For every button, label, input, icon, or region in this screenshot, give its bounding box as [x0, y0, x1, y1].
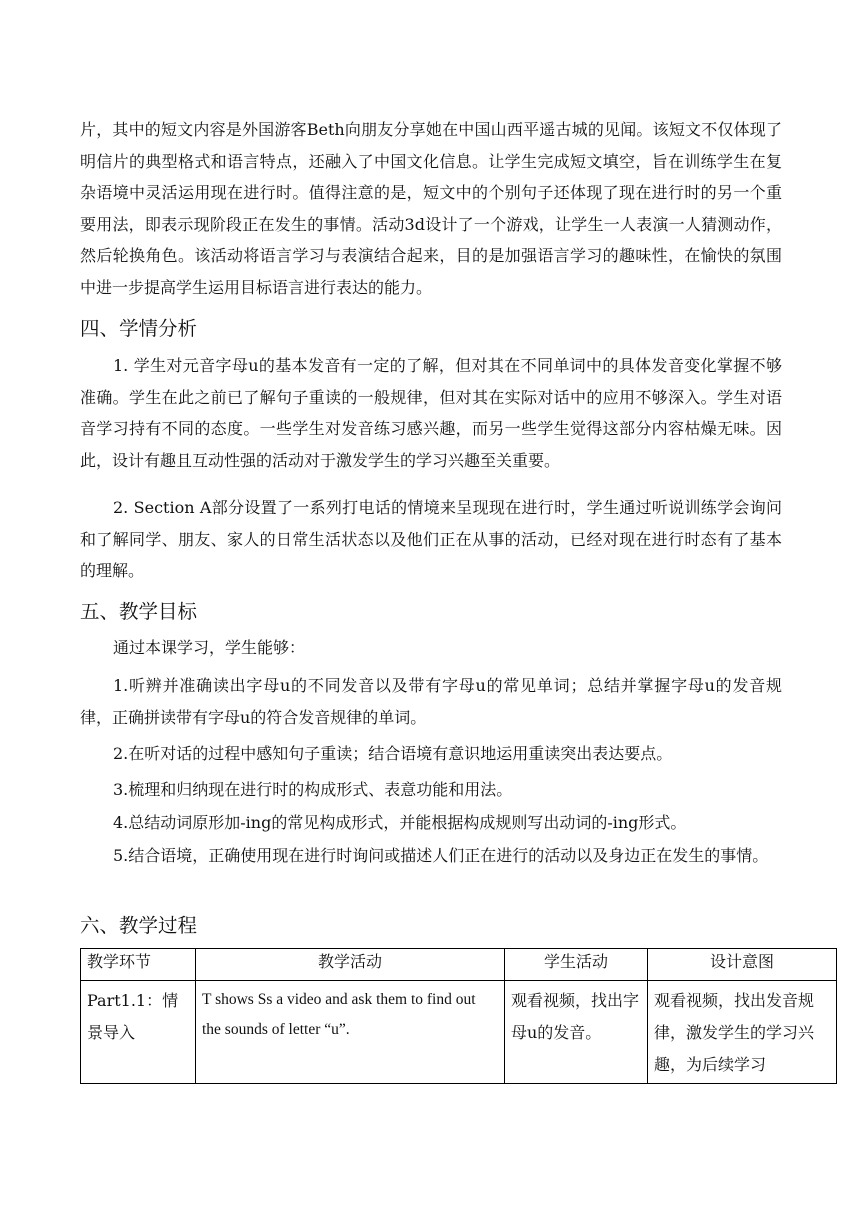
- cell-teacher-activity: T shows Ss a video and ask them to find out the sounds of letter “u”.: [196, 981, 505, 1084]
- goals-lead: 通过本课学习，学生能够：: [113, 638, 306, 657]
- goal-item-4: 4.总结动词原形加-ing的常见构成形式，并能根据构成规则写出动词的-ing形式。: [113, 813, 687, 832]
- learner-analysis-paragraph-2: 2. Section A部分设置了一系列打电话的情境来呈现现在进行时，学生通过听说训练学会询问和了解同学、朋友、家人的日常生活状态以及他们正在从事的活动，已经对现在进行时态有了基本的理解。: [80, 498, 782, 581]
- learner-analysis-paragraph-1: 1. 学生对元音字母u的基本发音有一定的了解，但对其在不同单词中的具体发音变化掌握不够准确。学生在此之前已了解句子重读的一般规律，但对其在实际对话中的应用不够深入。学生对语音学习持有不同的态度。一些学生对发音练习感兴趣，而另一些学生觉得这部分内容枯燥无味。因此，设计有趣且互动性强的活动对于激发学生的学习兴趣至关重要。: [80, 356, 782, 470]
- cell-student-activity: 观看视频，找出字母u的发音。: [505, 981, 648, 1084]
- column-header-student-activity: 学生活动: [505, 949, 648, 981]
- goal-item-5: 5.结合语境，正确使用现在进行时询问或描述人们正在进行的活动以及身边正在发生的事情。: [113, 846, 769, 865]
- section-heading-learner-analysis: 四、学情分析: [80, 317, 198, 340]
- cell-stage: Part1.1：情景导入: [81, 981, 196, 1084]
- column-header-design-intent: 设计意图: [648, 949, 837, 981]
- goal-item-1: 1.听辨并准确读出字母u的不同发音以及带有字母u的常见单词；总结并掌握字母u的发音规律，正确拼读带有字母u的符合发音规律的单词。: [80, 676, 782, 727]
- intro-paragraph: 片，其中的短文内容是外国游客Beth向朋友分享她在中国山西平遥古城的见闻。该短文不仅体现了明信片的典型格式和语言特点，还融入了中国文化信息。让学生完成短文填空，旨在训练学生在复杂语境中灵活运用现在进行时。值得注意的是，短文中的个别句子还体现了现在进行时的另一个重要用法，即表示现阶段正在发生的事情。活动3d设计了一个游戏，让学生一人表演一人猜测动作，然后轮换角色。该活动将语言学习与表演结合起来，目的是加强语言学习的趣味性，在愉快的氛围中进一步提高学生运用目标语言进行表达的能力。: [80, 120, 782, 297]
- goal-item-2: 2.在听对话的过程中感知句子重读；结合语境有意识地运用重读突出表达要点。: [113, 744, 673, 763]
- column-header-teacher-activity: 教学活动: [196, 949, 505, 981]
- section-heading-teaching-process: 六、教学过程: [80, 914, 198, 937]
- teaching-process-table: [80, 948, 837, 1084]
- goal-item-3: 3.梳理和归纳现在进行时的构成形式、表意功能和用法。: [113, 780, 513, 799]
- cell-design-intent: 观看视频，找出发音规律，激发学生的学习兴趣，为后续学习: [648, 981, 837, 1084]
- section-heading-teaching-goals: 五、教学目标: [80, 600, 198, 623]
- table-row: [81, 981, 837, 1084]
- column-header-stage: 教学环节: [81, 949, 196, 981]
- table-header-row: [81, 949, 837, 981]
